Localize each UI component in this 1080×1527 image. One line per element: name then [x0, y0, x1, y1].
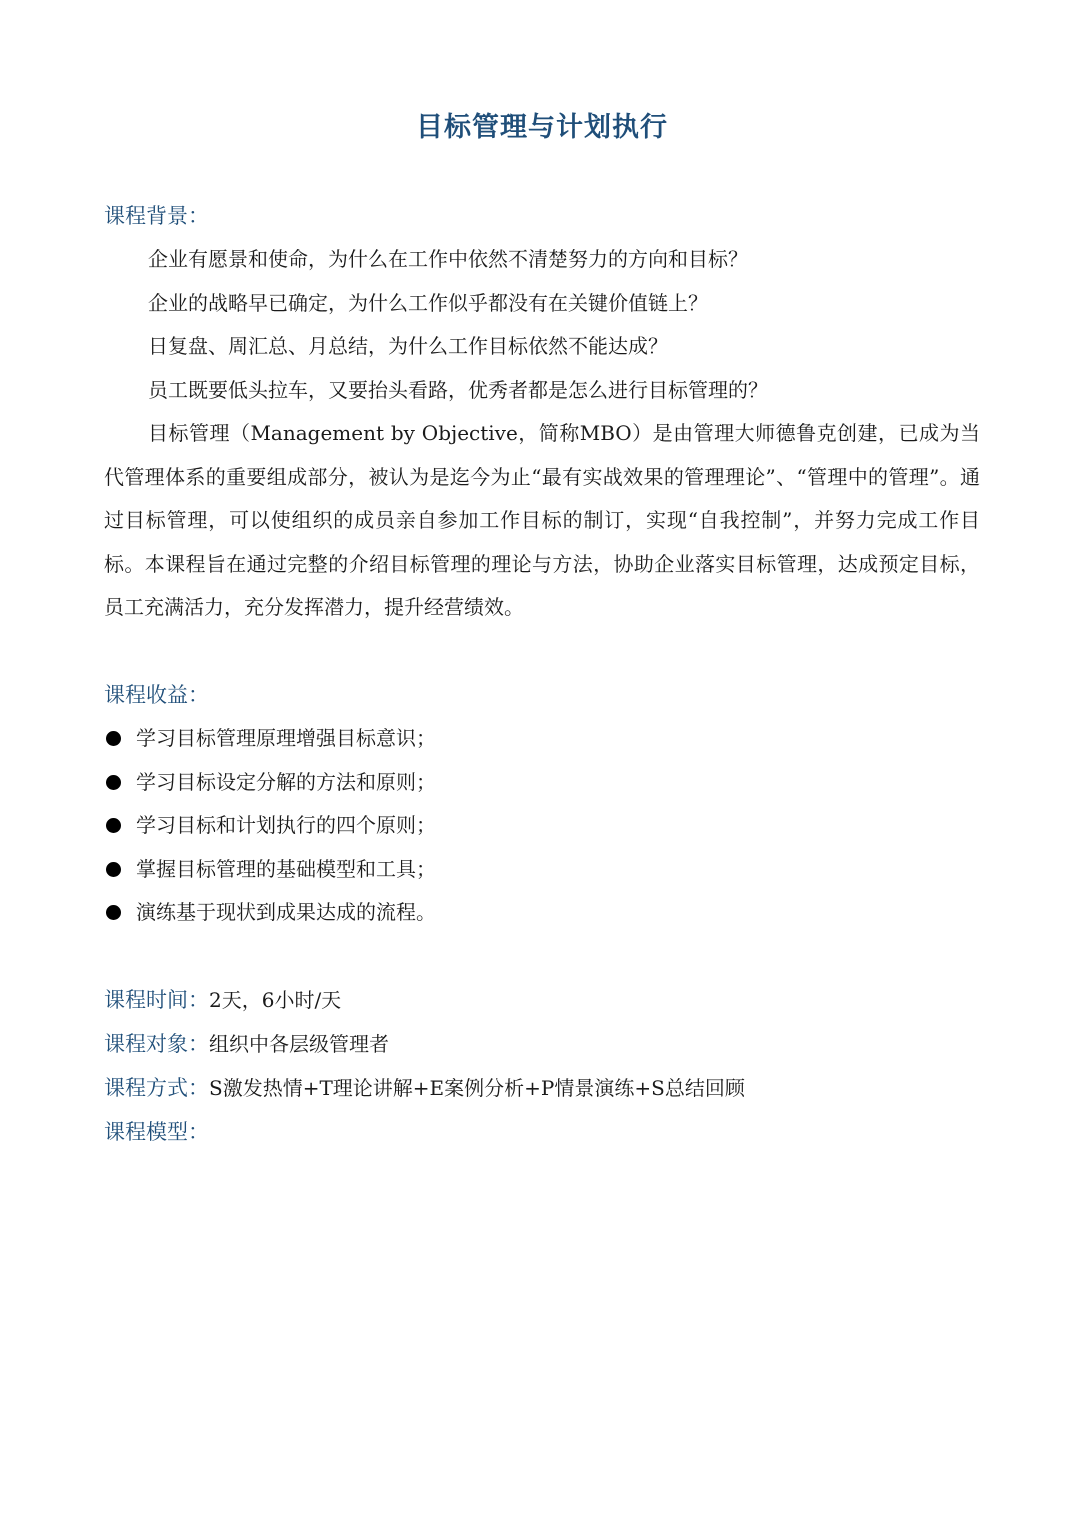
- course-method-value: S激发热情+T理论讲解+E案例分析+P情景演练+S总结回顾: [209, 1076, 745, 1100]
- course-time-row: [104, 978, 980, 1022]
- list-item: [104, 804, 980, 848]
- course-model-row: [104, 1110, 980, 1154]
- benefit-text: 学习目标管理原理增强目标意识；: [136, 726, 436, 750]
- bullet-icon: [106, 775, 121, 790]
- background-description: 目标管理（Management by Objective，简称MBO）是由管理大师德鲁克创建，已成为当代管理体系的重要组成部分，被认为是迄今为止“最有实战效果的管理理论”、“管理中的管理”。通过目标管理，可以使组织的成员亲自参加工作目标的制订，实现“自我控制”，并努力完成工作目标。本课程旨在通过完整的介绍目标管理的理论与方法，协助企业落实目标管理，达成预定目标，员工充满活力，充分发挥潜力，提升经营绩效。: [104, 421, 980, 619]
- benefit-text: 演练基于现状到成果达成的流程。: [136, 900, 436, 924]
- course-model-label: 课程模型：: [104, 1120, 209, 1144]
- background-question: 员工既要低头拉车，又要抬头看路，优秀者都是怎么进行目标管理的？: [148, 377, 768, 402]
- list-item: [104, 891, 980, 935]
- course-background-section: [104, 194, 980, 630]
- bullet-icon: [106, 731, 121, 746]
- background-question: 企业的战略早已确定，为什么工作似乎都没有在关键价值链上？: [148, 290, 708, 315]
- list-item: [104, 761, 980, 805]
- benefit-text: 掌握目标管理的基础模型和工具；: [136, 856, 436, 881]
- course-method-row: [104, 1066, 980, 1110]
- course-benefits-section: [104, 673, 980, 935]
- background-question: 日复盘、周汇总、月总结，为什么工作目标依然不能达成？: [148, 334, 668, 358]
- benefit-text: 学习目标设定分解的方法和原则；: [136, 769, 436, 794]
- document-title: 目标管理与计划执行: [416, 112, 668, 143]
- benefits-list: [104, 717, 980, 935]
- course-info-section: [104, 978, 980, 1154]
- course-audience-value: 组织中各层级管理者: [209, 1032, 389, 1056]
- course-benefits-heading: 课程收益：: [104, 683, 209, 707]
- course-audience-label: 课程对象：: [104, 1032, 209, 1056]
- course-time-label: 课程时间：: [104, 988, 209, 1012]
- benefit-text: 学习目标和计划执行的四个原则；: [136, 813, 436, 837]
- bullet-icon: [106, 862, 121, 877]
- course-time-value: 2天，6小时/天: [209, 988, 342, 1012]
- course-background-heading: 课程背景：: [104, 204, 209, 228]
- list-item: [104, 717, 980, 761]
- bullet-icon: [106, 905, 121, 920]
- course-audience-row: [104, 1022, 980, 1066]
- background-question: 企业有愿景和使命，为什么在工作中依然不清楚努力的方向和目标？: [148, 247, 748, 271]
- list-item: [104, 848, 980, 892]
- course-method-label: 课程方式：: [104, 1076, 209, 1100]
- bullet-icon: [106, 818, 121, 833]
